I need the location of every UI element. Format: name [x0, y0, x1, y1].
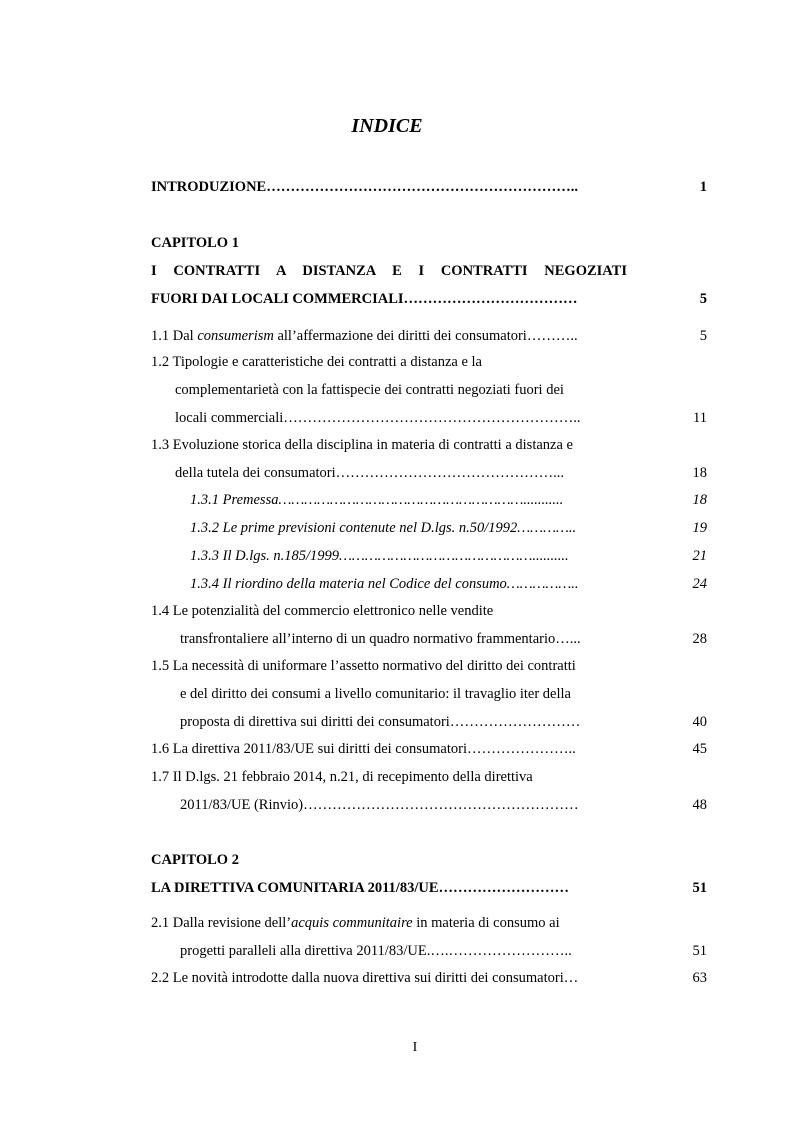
toc-entry-2-1-pre: 2.1 Dalla revisione dell’ [151, 915, 292, 931]
toc-page-1-3: 18 [692, 465, 707, 481]
toc-entry-1-1-em: consumerism [197, 328, 274, 344]
toc-entry-1-6: 1.6 La direttiva 2011/83/UE sui diritti dei consumatori………………….. [151, 741, 576, 757]
chapter-2-heading: CAPITOLO 2 [151, 852, 239, 868]
toc-page-1-3-3: 21 [692, 548, 707, 564]
toc-entry-introduzione: INTRODUZIONE……………………………………………………….. [151, 179, 578, 195]
toc-entry-1-5-line3: proposta di direttiva sui diritti dei consumatori……………………… [180, 714, 581, 730]
chapter-1-title-line2: FUORI DAI LOCALI COMMERCIALI……………………………… [151, 291, 578, 307]
toc-entry-2-1-line2: progetti paralleli alla direttiva 2011/83/UE.….…………………….. [180, 943, 572, 959]
toc-entry-1-1-pre: 1.1 Dal [151, 328, 198, 344]
toc-entry-2-1-em: acquis communitaire [291, 915, 413, 931]
toc-entry-1-2-line2: complementarietà con la fattispecie dei contratti negoziati fuori dei [175, 382, 564, 398]
toc-entry-1-1 [151, 327, 578, 345]
toc-entry-1-3-line1: 1.3 Evoluzione storica della disciplina in materia di contratti a distanza e [151, 437, 573, 453]
toc-entry-2-2: 2.2 Le novità introdotte dalla nuova direttiva sui diritti dei consumatori… [151, 970, 579, 986]
chapter-1-title-line1: I CONTRATTI A DISTANZA E I CONTRATTI NEGOZIATI [151, 263, 627, 279]
toc-page-1-1: 5 [699, 328, 707, 344]
toc-page-1-3-4: 24 [692, 576, 707, 592]
page-number-footer: I [412, 1040, 418, 1055]
toc-entry-1-5-line1: 1.5 La necessità di uniformare l’assetto normativo del diritto dei contratti [151, 658, 576, 674]
toc-entry-1-5-line2: e del diritto dei consumi a livello comunitario: il travaglio iter della [180, 686, 571, 702]
toc-entry-1-7-line1: 1.7 Il D.lgs. 21 febbraio 2014, n.21, di recepimento della direttiva [151, 769, 533, 785]
toc-page-1-3-2: 19 [692, 520, 707, 536]
toc-entry-1-3-3: 1.3.3 Il D.lgs. n.185/1999……………………………………….......... [190, 548, 569, 564]
toc-entry-1-1-post: all’affermazione dei diritti dei consumatori……….. [273, 328, 578, 344]
toc-entry-1-2-line1: 1.2 Tipologie e caratteristiche dei contratti a distanza e la [151, 354, 482, 370]
chapter-1-page: 5 [699, 291, 707, 307]
toc-page-1-2: 11 [693, 410, 707, 426]
toc-page-2-2: 63 [692, 970, 707, 986]
toc-entry-1-3-1: 1.3.1 Premessa…………………………………………………........... [190, 492, 564, 508]
toc-entry-2-1-line1 [151, 914, 560, 932]
toc-entry-1-3-4: 1.3.4 Il riordino della materia nel Codice del consumo…………….. [190, 576, 579, 592]
toc-page-introduzione: 1 [699, 179, 707, 195]
toc-page-1-5: 40 [692, 714, 707, 730]
toc-page-1-6: 45 [692, 741, 707, 757]
toc-entry-1-4-line2: transfrontaliere all’interno di un quadro normativo frammentario…... [180, 631, 581, 647]
toc-entry-2-1-post: in materia di consumo ai [412, 915, 560, 931]
toc-entry-1-4-line1: 1.4 Le potenzialità del commercio elettronico nelle vendite [151, 603, 494, 619]
toc-page-1-7: 48 [692, 797, 707, 813]
index-title: INDICE [351, 115, 423, 137]
toc-entry-1-3-2: 1.3.2 Le prime previsioni contenute nel D.lgs. n.50/1992………….. [190, 520, 577, 536]
toc-page-2-1: 51 [692, 943, 707, 959]
toc-page-1-4: 28 [692, 631, 707, 647]
toc-entry-1-2-line3: locali commerciali…………………………………………………….. [175, 410, 581, 426]
chapter-1-heading: CAPITOLO 1 [151, 235, 239, 251]
toc-entry-1-7-line2: 2011/83/UE (Rinvio)………………………………………………… [180, 797, 579, 813]
chapter-2-page: 51 [692, 880, 707, 896]
chapter-2-title: LA DIRETTIVA COMUNITARIA 2011/83/UE……………………… [151, 880, 570, 896]
toc-page-1-3-1: 18 [692, 492, 707, 508]
toc-entry-1-3-line2: della tutela dei consumatori………………………………………... [175, 465, 565, 481]
